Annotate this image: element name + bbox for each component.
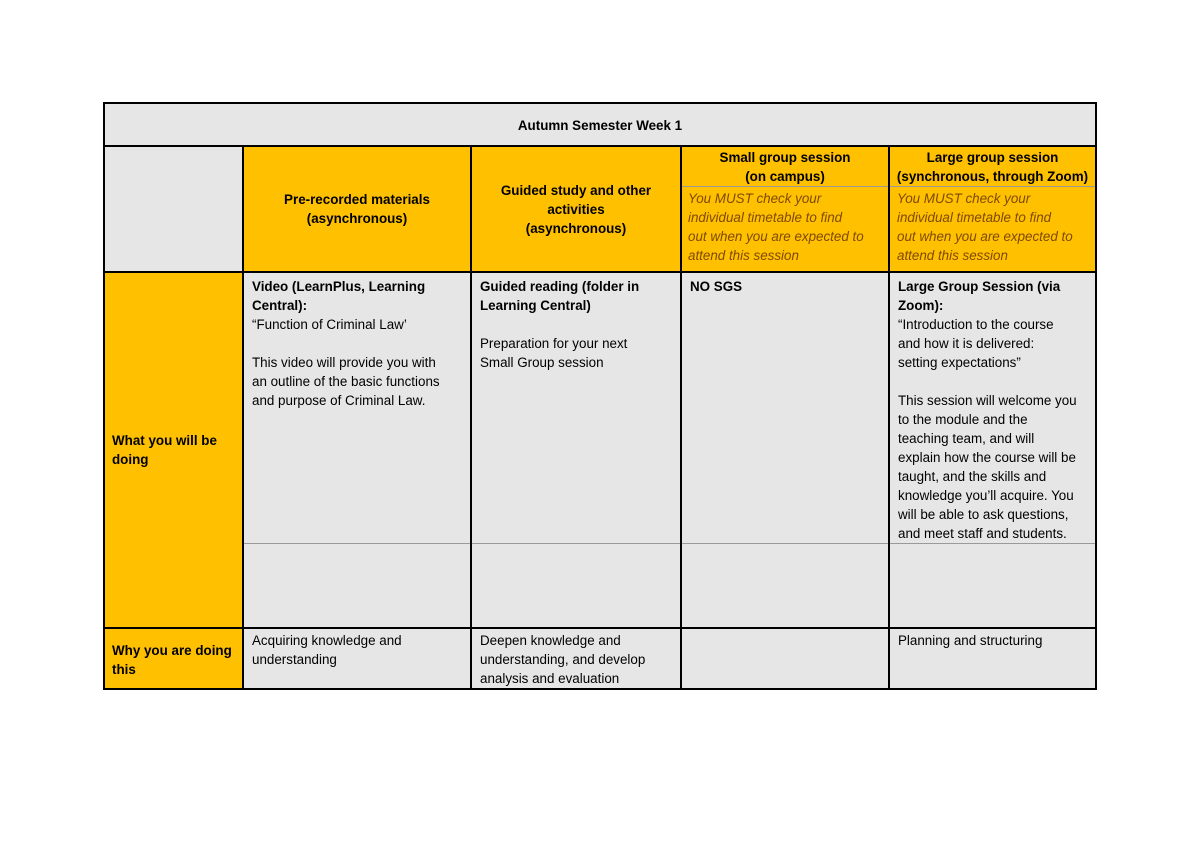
what-small-group-cell: NO SGS: [682, 273, 888, 543]
header-empty-cell: [105, 147, 242, 271]
row-label-why: Why you are doing this: [105, 629, 242, 688]
header-guided-study: [472, 147, 680, 271]
what-guided-empty: [472, 544, 680, 627]
why-large-group-cell: Planning and structuring: [890, 629, 1095, 688]
row-label-what: What you will be doing: [105, 273, 242, 627]
header-prerecorded: [244, 147, 470, 271]
header-guided-line: Guided study and other: [500, 182, 652, 198]
why-prerecorded-cell: Acquiring knowledge and understanding: [244, 629, 470, 688]
why-guided-cell: Deepen knowledge and understanding, and develop analysis and evaluation: [472, 629, 680, 688]
schedule-table: [103, 102, 1097, 690]
small-group-title: Small group session (on campus): [719, 150, 851, 184]
table-title: Autumn Semester Week 1: [105, 104, 1095, 146]
header-guided-line: activities: [547, 201, 605, 217]
why-small-group-cell: [682, 629, 888, 688]
what-small-group-empty: [682, 544, 888, 627]
what-large-group-cell: Large Group Session (via Zoom): “Introduction to the course and how it is delivered: setting expectations” This session will welcome you to the module and the teaching team, and will explain how the course will be taught, and the skills and knowledge you’ll acquire. You will be able to ask questions, and meet staff and students.: [890, 273, 1095, 543]
header-small-group: [682, 147, 888, 271]
large-group-note: You MUST check your individual timetable to find out when you are expected to attend this session: [897, 191, 1073, 263]
header-large-group: [890, 147, 1095, 271]
what-large-group-empty: [890, 544, 1095, 627]
what-prerecorded-empty: [244, 544, 470, 627]
what-guided-cell: Guided reading (folder in Learning Central) Preparation for your next Small Group session: [472, 273, 680, 543]
header-prerecorded-line: Pre-recorded materials: [284, 192, 430, 207]
what-prerecorded-cell: Video (LearnPlus, Learning Central): “Function of Criminal Law’ This video will provide you with an outline of the basic functions and purpose of Criminal Law.: [244, 273, 470, 543]
header-guided-line: (asynchronous): [525, 220, 627, 236]
large-group-title: Large group session (synchronous, through Zoom): [896, 150, 1089, 184]
header-prerecorded-line: (asynchronous): [306, 211, 408, 226]
small-group-note: You MUST check your individual timetable to find out when you are expected to attend this session: [688, 191, 864, 263]
